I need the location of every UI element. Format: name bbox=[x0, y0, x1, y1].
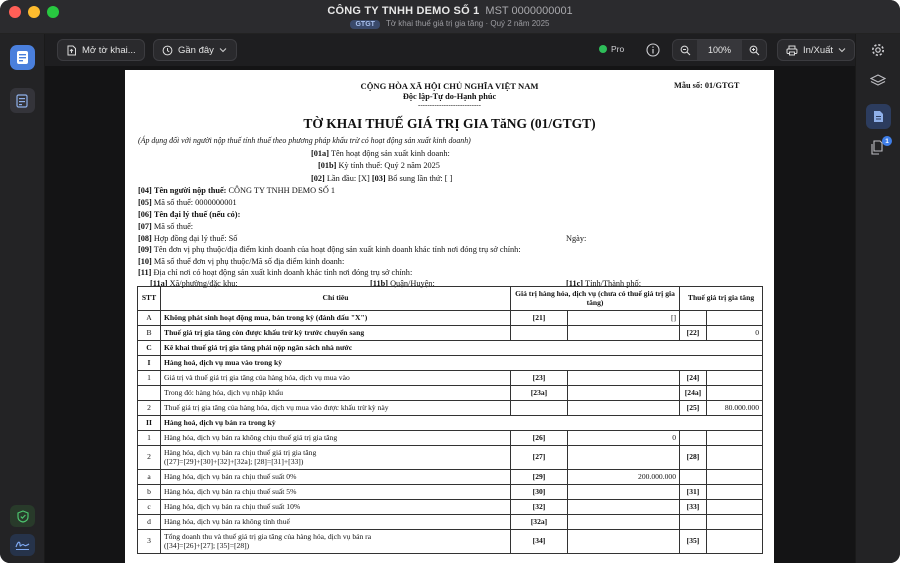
table-row bbox=[138, 500, 763, 515]
shield-icon bbox=[17, 510, 29, 523]
line-10 bbox=[138, 257, 344, 266]
tax-code: [28] bbox=[680, 446, 707, 470]
signature-icon bbox=[15, 539, 30, 551]
tax-cell[interactable] bbox=[707, 515, 763, 530]
period-label: Tờ khai thuế giá trị gia tăng · Quý 2 năm 2025 bbox=[385, 19, 550, 28]
print-export-label: In/Xuất bbox=[802, 44, 834, 56]
line-07 bbox=[138, 222, 193, 231]
code-08: [08] bbox=[138, 234, 152, 243]
header-tax: Thuế giá trị gia tăng bbox=[680, 287, 763, 311]
row-stt: 2 bbox=[138, 446, 161, 470]
tax-code: [24] bbox=[680, 371, 707, 386]
row-label bbox=[161, 326, 511, 341]
row-stt: C bbox=[138, 341, 161, 356]
row-label: Kê khai thuế giá trị gia tăng phải nộp ngân sách nhà nước bbox=[161, 341, 763, 356]
code-03: [03] bbox=[371, 174, 386, 183]
value-code: [34] bbox=[511, 530, 568, 554]
agent-contract-date: Ngày: bbox=[566, 234, 587, 243]
row-label: Hàng hoá, dịch vụ mua vào trong kỳ bbox=[161, 356, 763, 371]
taxpayer-name: CÔNG TY TNHH DEMO SỐ 1 bbox=[228, 186, 336, 195]
zoom-out-icon bbox=[680, 45, 691, 56]
row-label-text: Hàng hóa, dịch vụ bán ra không chịu thuế giá trị gia tăng bbox=[164, 432, 338, 442]
header-divider: --------------------------- bbox=[418, 101, 481, 109]
value-code: [26] bbox=[511, 431, 568, 446]
code-01a: [01a] bbox=[311, 149, 329, 158]
row-formula-text: ([34]=[26]+[27]; [35]=[28]) bbox=[164, 540, 250, 550]
code-06: [06] bbox=[138, 210, 152, 219]
zoom-in-icon bbox=[749, 45, 760, 56]
value-code: [32] bbox=[511, 500, 568, 515]
form-title: TỜ KHAI THUẾ GIÁ TRỊ GIA TăNG (01/GTGT) bbox=[303, 116, 596, 131]
sidebar-item-forms[interactable] bbox=[10, 88, 35, 113]
tax-cell[interactable] bbox=[707, 446, 763, 470]
info-icon[interactable] bbox=[645, 42, 661, 58]
form-number: Mẫu số: 01/GTGT bbox=[674, 81, 740, 90]
tax-code: [31] bbox=[680, 485, 707, 500]
value-cell[interactable] bbox=[568, 500, 680, 515]
header-value: Giá trị hàng hóa, dịch vụ (chưa có thuế giá trị gia tăng) bbox=[511, 287, 680, 311]
value-cell[interactable] bbox=[568, 386, 680, 401]
zoom-control bbox=[672, 39, 767, 61]
page-icon bbox=[873, 110, 884, 123]
row-label bbox=[161, 371, 511, 386]
province-label: Tỉnh/Thành phố: bbox=[585, 279, 641, 288]
national-header: CỘNG HÒA XÃ HỘI CHỦ NGHĨA VIỆT NAM bbox=[360, 81, 539, 91]
code-11c: [11c] bbox=[566, 279, 584, 288]
form-type-badge: GTGT bbox=[350, 20, 379, 29]
agent-contract-label: Hợp đồng đại lý thuế: Số bbox=[153, 234, 238, 243]
table-row bbox=[138, 386, 763, 401]
table-row bbox=[138, 326, 763, 341]
line-09 bbox=[138, 245, 521, 254]
row-label-text: Giá trị và thuế giá trị gia tăng của hàng hóa, dịch vụ mua vào bbox=[164, 372, 350, 382]
tax-period: Kỳ tính thuế: Quý 2 năm 2025 bbox=[338, 161, 440, 170]
form-list-icon bbox=[16, 94, 29, 108]
value-cell[interactable]: [] bbox=[568, 311, 680, 326]
title-bar bbox=[0, 0, 900, 34]
row-stt: 2 bbox=[138, 401, 161, 416]
row-label bbox=[161, 401, 511, 416]
value-cell[interactable] bbox=[568, 326, 680, 341]
zoom-level[interactable]: 100% bbox=[697, 40, 742, 60]
tax-code: [25] bbox=[680, 401, 707, 416]
value-code: [21] bbox=[511, 311, 568, 326]
row-stt: II bbox=[138, 416, 161, 431]
row-stt: 1 bbox=[138, 371, 161, 386]
row-label bbox=[161, 515, 511, 530]
row-label bbox=[161, 431, 511, 446]
table-row bbox=[138, 515, 763, 530]
code-07: [07] bbox=[138, 222, 152, 231]
tax-code: MST 0000000001 bbox=[485, 5, 573, 17]
check-circle-icon bbox=[599, 45, 607, 53]
table-row bbox=[138, 341, 763, 356]
pro-status bbox=[599, 44, 624, 54]
value-cell[interactable] bbox=[568, 371, 680, 386]
window-subtitle bbox=[0, 19, 900, 29]
table-header-row bbox=[138, 287, 763, 311]
open-file-icon bbox=[66, 45, 77, 56]
ward-label: Xã/phường/đặc khu: bbox=[169, 279, 238, 288]
district-label: Quận/Huyện: bbox=[390, 279, 435, 288]
table-row bbox=[138, 356, 763, 371]
row-label bbox=[161, 386, 511, 401]
branch-address-label: Địa chỉ nơi có hoạt động sản xuất kinh doanh khác tỉnh nơi đóng trụ sở chính: bbox=[153, 268, 413, 277]
row-label bbox=[161, 485, 511, 500]
row-stt: 1 bbox=[138, 431, 161, 446]
value-code: [29] bbox=[511, 470, 568, 485]
branch-name-label: Tên đơn vị phụ thuộc/địa điểm kinh doanh của hoạt động sản xuất kinh doanh khác tỉnh nơi đóng trụ sở chính: bbox=[153, 245, 521, 254]
row-stt: I bbox=[138, 356, 161, 371]
right-sidebar bbox=[855, 34, 900, 563]
first-time-flag: Lần đầu: [X] bbox=[326, 174, 370, 183]
row-label bbox=[161, 470, 511, 485]
code-11b: [11b] bbox=[370, 279, 388, 288]
supplement-flag: Bổ sung lần thứ: [ ] bbox=[387, 174, 453, 183]
row-stt: d bbox=[138, 515, 161, 530]
line-06 bbox=[138, 210, 240, 219]
national-motto: Độc lập-Tự do-Hạnh phúc bbox=[402, 92, 497, 101]
tax-code: [24a] bbox=[680, 386, 707, 401]
print-export-button[interactable] bbox=[777, 39, 855, 61]
attachments-count-badge: 1 bbox=[882, 136, 892, 146]
value-cell[interactable]: 0 bbox=[568, 431, 680, 446]
document-icon bbox=[16, 50, 29, 65]
table-row bbox=[138, 530, 763, 554]
tax-cell[interactable] bbox=[707, 500, 763, 515]
code-01b: [01b] bbox=[318, 161, 337, 170]
row-label bbox=[161, 500, 511, 515]
value-code: [30] bbox=[511, 485, 568, 500]
row-label-text: Hàng hóa, dịch vụ bán ra chịu thuế suất 10% bbox=[164, 501, 301, 511]
tax-cell[interactable] bbox=[707, 371, 763, 386]
company-name: CÔNG TY TNHH DEMO SỐ 1 bbox=[327, 5, 480, 17]
value-cell[interactable] bbox=[568, 446, 680, 470]
value-code bbox=[511, 401, 568, 416]
page-view-button[interactable] bbox=[866, 104, 891, 129]
tax-cell[interactable] bbox=[707, 530, 763, 554]
value-code: [23] bbox=[511, 371, 568, 386]
value-code: [23a] bbox=[511, 386, 568, 401]
printer-icon bbox=[786, 45, 798, 56]
header-stt: STT bbox=[138, 287, 161, 311]
line-05 bbox=[138, 198, 237, 207]
row-label bbox=[161, 530, 511, 554]
row-label-text: Hàng hóa, dịch vụ bán ra không tính thuế bbox=[164, 516, 290, 526]
code-02: [02] bbox=[311, 174, 325, 183]
table-row bbox=[138, 431, 763, 446]
table-row bbox=[138, 311, 763, 326]
row-stt: c bbox=[138, 500, 161, 515]
row-label-text: Tổng doanh thu và thuế giá trị gia tăng của hàng hóa, dịch vụ bán ra bbox=[164, 531, 372, 541]
document-canvas[interactable] bbox=[45, 66, 855, 563]
tax-agent-label: Tên đại lý thuế (nếu có): bbox=[153, 210, 241, 219]
value-cell[interactable] bbox=[568, 530, 680, 554]
tax-form-page bbox=[125, 70, 774, 563]
tax-code: [33] bbox=[680, 500, 707, 515]
clock-icon bbox=[162, 45, 173, 56]
row-stt: B bbox=[138, 326, 161, 341]
gear-icon[interactable] bbox=[870, 42, 886, 58]
chevron-down-icon bbox=[838, 47, 846, 53]
tax-cell[interactable] bbox=[707, 311, 763, 326]
value-cell[interactable] bbox=[568, 515, 680, 530]
code-04: [04] bbox=[138, 186, 152, 195]
toolbar bbox=[45, 34, 855, 66]
sidebar-item-signature[interactable] bbox=[10, 534, 35, 556]
recent-label: Gần đây bbox=[178, 44, 214, 56]
row-label-text: Hàng hóa, dịch vụ bán ra chịu thuế suất 5% bbox=[164, 486, 297, 496]
tax-cell[interactable] bbox=[707, 485, 763, 500]
zoom-in-button[interactable] bbox=[742, 40, 766, 60]
row-label bbox=[161, 446, 511, 470]
code-11: [11] bbox=[138, 268, 152, 277]
value-cell[interactable]: 200.000.000 bbox=[568, 470, 680, 485]
tax-cell[interactable] bbox=[707, 431, 763, 446]
value-code bbox=[511, 326, 568, 341]
row-stt bbox=[138, 386, 161, 401]
tax-code bbox=[680, 470, 707, 485]
recent-dropdown[interactable] bbox=[153, 39, 237, 61]
app-logo[interactable] bbox=[10, 45, 35, 70]
tax-code bbox=[680, 431, 707, 446]
table-row bbox=[138, 470, 763, 485]
line-02-03 bbox=[311, 174, 452, 183]
line-11 bbox=[138, 268, 412, 277]
tax-cell[interactable]: 0 bbox=[707, 326, 763, 341]
value-cell[interactable] bbox=[568, 485, 680, 500]
sidebar-item-security[interactable] bbox=[10, 505, 35, 527]
line-01b bbox=[318, 161, 440, 170]
tax-code: [35] bbox=[680, 530, 707, 554]
row-stt: 3 bbox=[138, 530, 161, 554]
taxpayer-label: Tên người nộp thuế: bbox=[153, 186, 227, 195]
row-label-text: Thuế giá trị gia tăng của hàng hóa, dịch vụ mua vào được khấu trừ kỳ này bbox=[164, 402, 389, 412]
open-declaration-button[interactable] bbox=[57, 39, 145, 61]
code-05: [05] bbox=[138, 198, 152, 207]
header-chi-tieu: Chỉ tiêu bbox=[161, 287, 511, 311]
table-row bbox=[138, 401, 763, 416]
line-01a bbox=[311, 149, 450, 158]
pro-label: Pro bbox=[611, 44, 625, 54]
row-label-text: Hàng hóa, dịch vụ bán ra chịu thuế suất 0% bbox=[164, 471, 297, 481]
row-stt: a bbox=[138, 470, 161, 485]
table-row bbox=[138, 485, 763, 500]
table-row bbox=[138, 416, 763, 431]
row-label: Hàng hoá, dịch vụ bán ra trong kỳ bbox=[161, 416, 763, 431]
value-cell[interactable] bbox=[568, 401, 680, 416]
open-declaration-label: Mở tờ khai... bbox=[82, 44, 136, 56]
label-01a: Tên hoạt động sản xuất kinh doanh: bbox=[330, 149, 450, 158]
table-row bbox=[138, 446, 763, 470]
code-11a: [11a] bbox=[150, 279, 168, 288]
tax-code: [22] bbox=[680, 326, 707, 341]
row-formula-text: ([27]=[29]+[30]+[32]+[32a]; [28]=[31]+[33]) bbox=[164, 456, 304, 466]
value-code: [32a] bbox=[511, 515, 568, 530]
row-stt: A bbox=[138, 311, 161, 326]
value-code: [27] bbox=[511, 446, 568, 470]
row-label-text: Không phát sinh hoạt động mua, bán trong kỳ (đánh dấu "X") bbox=[164, 312, 368, 322]
row-label-text: Hàng hóa, dịch vụ bán ra chịu thuế giá trị gia tăng bbox=[164, 447, 317, 457]
branch-mst-label: Mã số thuế đơn vị phụ thuộc/Mã số địa điểm kinh doanh: bbox=[153, 257, 345, 266]
layers-icon[interactable] bbox=[870, 74, 886, 88]
agent-mst-label: Mã số thuế: bbox=[153, 222, 194, 231]
code-10: [10] bbox=[138, 257, 152, 266]
row-label-text: Thuế giá trị gia tăng còn được khấu trừ kỳ trước chuyển sang bbox=[164, 327, 365, 337]
zoom-out-button[interactable] bbox=[673, 40, 697, 60]
row-label bbox=[161, 311, 511, 326]
tax-cell[interactable] bbox=[707, 470, 763, 485]
declaration-table bbox=[137, 286, 763, 554]
taxpayer-mst: Mã số thuế: 0000000001 bbox=[153, 198, 237, 207]
table-row bbox=[138, 371, 763, 386]
left-sidebar bbox=[0, 34, 45, 563]
line-08 bbox=[138, 234, 237, 243]
line-04 bbox=[138, 186, 335, 195]
tax-code bbox=[680, 311, 707, 326]
window-title bbox=[0, 5, 900, 17]
tax-cell[interactable]: 80.000.000 bbox=[707, 401, 763, 416]
declaration-table-body bbox=[138, 311, 763, 554]
row-label-text: Trong đó: hàng hóa, dịch vụ nhập khẩu bbox=[164, 387, 284, 397]
form-scope-note: (Áp dụng đối với người nộp thuế tính thuế theo phương pháp khấu trừ có hoạt động sản xuất kinh doanh) bbox=[138, 136, 471, 145]
tax-code bbox=[680, 515, 707, 530]
code-09: [09] bbox=[138, 245, 152, 254]
chevron-down-icon bbox=[219, 47, 227, 53]
tax-cell[interactable] bbox=[707, 386, 763, 401]
row-stt: b bbox=[138, 485, 161, 500]
